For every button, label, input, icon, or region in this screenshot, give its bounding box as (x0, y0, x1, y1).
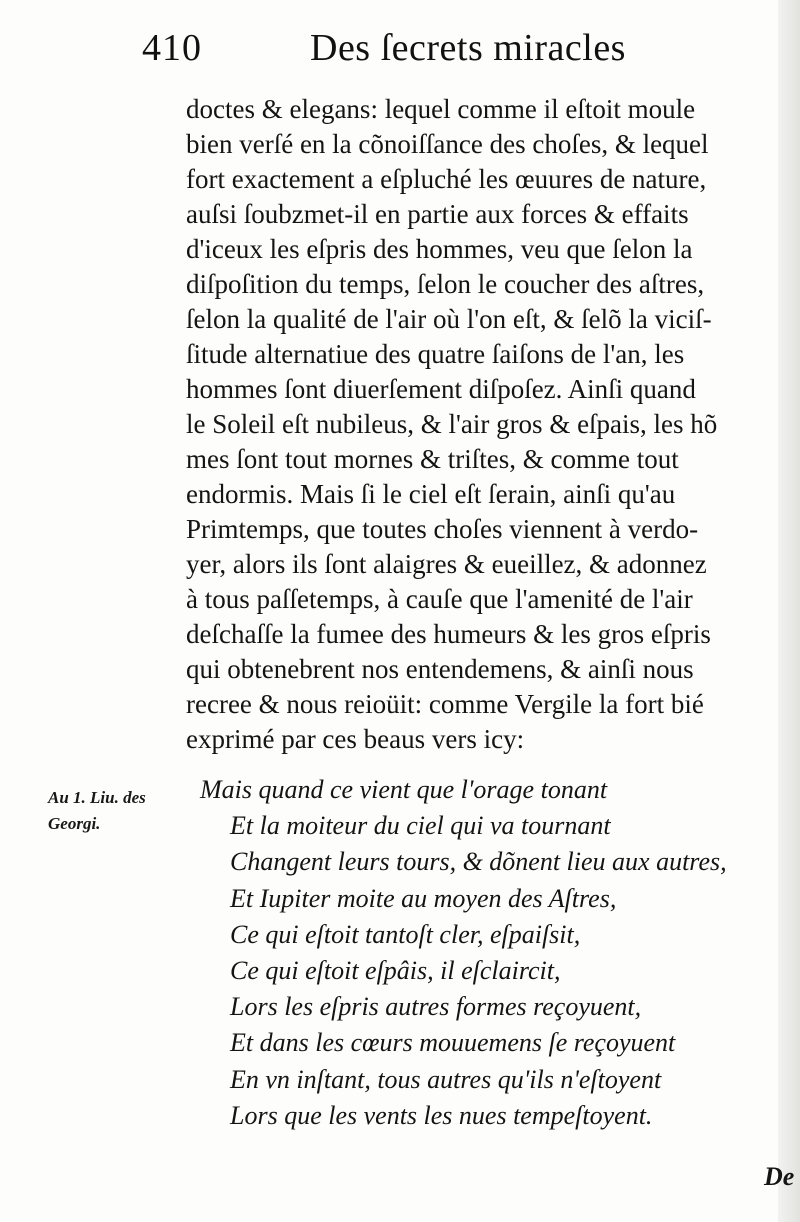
prose-line: diſpoſition du temps, ſelon le coucher des aſtres, (186, 269, 705, 299)
prose-line: hommes ſont diuerſement diſpoſez. Ainſi quand (186, 374, 696, 404)
prose-line: le Soleil eſt nubileus, & l'air gros & eſpais, les hõ (186, 409, 718, 439)
verse-line: En vn inſtant, tous autres qu'ils n'eſtoyent (230, 1064, 662, 1094)
page-header (142, 20, 702, 80)
prose-line: Primtemps, que toutes choſes viennent à verdo- (186, 514, 699, 544)
verse-line: Lors les eſpris autres formes reçoyuent, (230, 992, 642, 1022)
prose-line: ſitude alternatiue des quatre ſaiſons de l'an, les (186, 339, 685, 369)
margin-note (48, 785, 146, 837)
prose-line: ſelon la qualité de l'air où l'on eſt, & ſelõ la viciſ- (186, 304, 712, 334)
prose-line: recree & nous reioüit: comme Vergile la fort bié (186, 689, 704, 719)
verse-line: Et la moiteur du ciel qui va tournant (230, 811, 611, 841)
running-title: Des ſecrets miracles (310, 27, 626, 69)
prose-line: auſsi ſoubzmet-il en partie aux forces & effaits (186, 199, 689, 229)
prose-line: mes ſont tout mornes & triſtes, & comme tout (186, 444, 679, 474)
margin-note-line: Georgi. (48, 814, 101, 833)
verse-line: Mais quand ce vient que l'orage tonant (200, 775, 608, 804)
verse-line: Et Iupiter moite au moyen des Aſtres, (230, 883, 617, 913)
prose-line: exprimé par ces beaus vers icy: (186, 724, 525, 754)
catchword: De (764, 1162, 795, 1191)
verse-line: Ce qui eſtoit tantoſt cler, eſpaiſsit, (230, 919, 581, 949)
margin-note-line: Au 1. Liu. des (48, 788, 146, 807)
prose-line: bien verſé en la cõnoiſſance des choſes, & lequel (186, 129, 709, 159)
prose-line: fort exactement a eſpluché les œuures de nature, (186, 164, 707, 194)
prose-line: qui obtenebrent nos entendemens, & ainſi nous (186, 654, 694, 684)
prose-line: à tous paſſetemps, à cauſe que l'amenité de l'air (186, 584, 693, 614)
verse-line: Changent leurs tours, & dõnent lieu aux autres, (230, 847, 727, 877)
prose-paragraph (186, 92, 786, 757)
page-number: 410 (142, 27, 202, 69)
prose-line: yer, alors ils ſont alaigres & eueillez, & adonnez (186, 549, 707, 579)
prose-line: d'iceux les eſpris des hommes, veu que ſelon la (186, 234, 693, 264)
prose-line: endormis. Mais ſi le ciel eſt ſerain, ainſi qu'au (186, 479, 676, 509)
prose-line: doctes & elegans: lequel comme il eſtoit moule (186, 94, 696, 124)
prose-line: deſchaſſe la fumee des humeurs & les gros eſpris (186, 619, 711, 649)
verse-line: Lors que les vents les nues tempeſtoyent. (230, 1100, 653, 1130)
verse-line: Et dans les cœurs mouuemens ſe reçoyuent (230, 1028, 676, 1058)
verse-line: Ce qui eſtoit eſpâis, il eſclaircit, (230, 955, 561, 985)
verse-block (200, 772, 790, 1134)
